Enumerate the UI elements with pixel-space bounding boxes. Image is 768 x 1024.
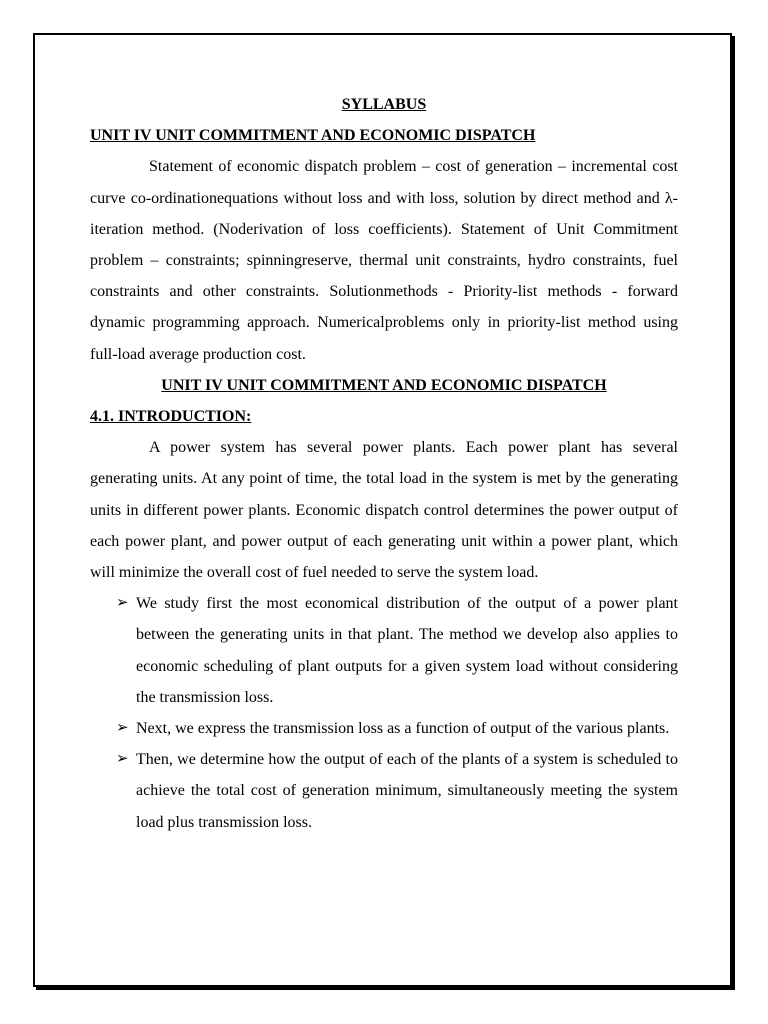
- bullet-text: Next, we express the transmission loss as a function of output of the various plants.: [136, 720, 670, 738]
- unit-heading: UNIT IV UNIT COMMITMENT AND ECONOMIC DISPATCH: [161, 376, 607, 394]
- bullet-text: We study first the most economical distribution of the output of a power plant between the generating units in that plant. The method we develop also applies to economic scheduling of plant outputs for a given system load without considering the transmission loss.: [136, 595, 678, 706]
- introduction-bullet-list: [90, 588, 678, 838]
- bullet-item: [90, 744, 678, 838]
- document-content: [90, 89, 678, 838]
- arrowhead-bullet-icon: ➢: [116, 595, 129, 612]
- arrowhead-bullet-icon: ➢: [116, 751, 129, 768]
- syllabus-title: SYLLABUS: [341, 96, 427, 113]
- bullet-item: [90, 713, 678, 744]
- bullet-text: Then, we determine how the output of each of the plants of a system is scheduled to achieve the total cost of generation minimum, simultaneously meeting the system load plus transmission loss.: [136, 751, 678, 831]
- arrowhead-bullet-icon: ➢: [116, 720, 129, 737]
- bullet-item: [90, 588, 678, 713]
- syllabus-unit-heading: UNIT IV UNIT COMMITMENT AND ECONOMIC DISPATCH: [90, 127, 536, 145]
- syllabus-paragraph: Statement of economic dispatch problem – cost of generation – incremental cost curve co-ordinationequations without loss and with loss, solution by direct method and λ-iteration method. (Noderivation of loss coefficients). Statement of Unit Commitment problem – constraints; spinningreserve, thermal unit constraints, hydro constraints, fuel constraints and other constraints. Solutionmethods - Priority-list methods - forward dynamic programming approach. Numericalproblems only in priority-list method using full-load average production cost.: [90, 158, 678, 363]
- introduction-heading: 4.1. INTRODUCTION:: [90, 408, 252, 426]
- introduction-paragraph: A power system has several power plants. Each power plant has several generating units. At any point of time, the total load in the system is met by the generating units in different power plants. Economic dispatch control determines the power output of each power plant, and power output of each generating unit within a power plant, which will minimize the overall cost of fuel needed to serve the system load.: [90, 439, 678, 582]
